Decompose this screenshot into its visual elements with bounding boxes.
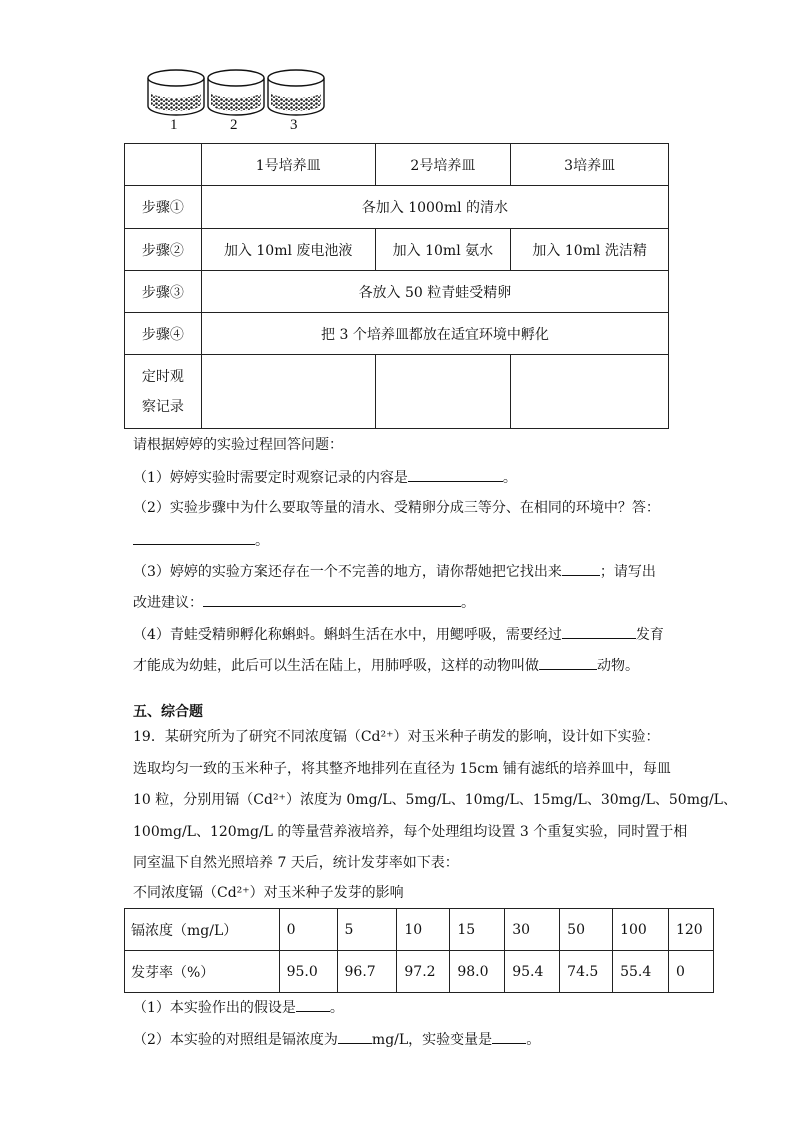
petri-dish-1 xyxy=(148,70,204,115)
table-cell: 把 3 个培养皿都放在适宜环境中孵化 xyxy=(201,313,668,355)
concentration-cell: 100 xyxy=(613,909,669,951)
table-row xyxy=(125,355,669,429)
table-cell: 各放入 50 粒青蛙受精卵 xyxy=(201,271,668,313)
table-header-dish-2: 2号培养皿 xyxy=(375,144,511,186)
rate-cell: 0 xyxy=(668,951,713,993)
record-cell[interactable] xyxy=(511,355,669,429)
row-label: 镉浓度（mg/L） xyxy=(125,909,280,951)
question-text: 。 xyxy=(461,595,475,611)
table-header-dish-3: 3培养皿 xyxy=(511,144,669,186)
concentration-cell: 30 xyxy=(505,909,560,951)
dish-label-1: 1 xyxy=(170,117,178,133)
table-row xyxy=(125,951,714,993)
question-text: mg/L，实验变量是 xyxy=(371,1032,493,1048)
question-19-1 xyxy=(133,997,344,1018)
record-cell[interactable] xyxy=(375,355,511,429)
question-4 xyxy=(133,624,664,645)
answer-blank[interactable] xyxy=(562,561,600,576)
question-19-2 xyxy=(133,1029,540,1050)
paragraph-line: 10 粒，分别用镉（Cd²⁺）浓度为 0mg/L、5mg/L、10mg/L、15mg/L、30mg/L、50mg/L、 xyxy=(133,792,737,808)
table-cell: 加入 10ml 废电池液 xyxy=(201,229,375,271)
question-3 xyxy=(133,561,656,582)
label-line: 定时观 xyxy=(141,368,184,385)
answer-blank[interactable] xyxy=(492,1029,526,1044)
table-row xyxy=(125,229,669,271)
step-label: 步骤② xyxy=(125,229,202,271)
paragraph-line: 选取均匀一致的玉米种子，将其整齐地排列在直径为 15cm 铺有滤纸的培养皿中，每皿 xyxy=(133,761,671,777)
table-cell: 加入 10ml 氨水 xyxy=(375,229,511,271)
dish-label-2: 2 xyxy=(230,117,238,133)
rate-cell: 95.4 xyxy=(505,951,560,993)
paragraph-line: 100mg/L、120mg/L 的等量营养液培养，每个处理组均设置 3 个重复实验，同时置于相 xyxy=(133,824,688,840)
question-3-suggestion xyxy=(133,592,475,613)
question-text: ；请写出 xyxy=(599,564,656,580)
question-4-cont xyxy=(133,655,639,676)
table-row xyxy=(125,271,669,313)
petri-dish-3 xyxy=(268,70,324,115)
section-heading: 五、综合题 xyxy=(133,704,203,720)
answer-blank[interactable] xyxy=(408,467,503,482)
question-text: 才能成为幼蛙，此后可以生活在陆上，用肺呼吸，这样的动物叫做 xyxy=(133,658,539,674)
question-text: （2）本实验的对照组是镉浓度为 xyxy=(133,1032,338,1048)
table-row xyxy=(125,909,714,951)
question-text: （4）青蛙受精卵孵化称蝌蚪。蝌蚪生活在水中，用鳃呼吸，需要经过 xyxy=(133,627,562,643)
concentration-cell: 50 xyxy=(560,909,613,951)
table-header-dish-1: 1号培养皿 xyxy=(201,144,375,186)
concentration-cell: 5 xyxy=(337,909,397,951)
question-text: （1）本实验作出的假设是 xyxy=(133,1000,296,1016)
table-cell: 加入 10ml 洗洁精 xyxy=(511,229,669,271)
question-text: 动物。 xyxy=(597,658,639,674)
question-1 xyxy=(133,467,517,488)
rate-cell: 95.0 xyxy=(279,951,337,993)
question-text: 改进建议： xyxy=(133,595,203,611)
petri-dish-2 xyxy=(208,70,264,115)
question-2 xyxy=(133,498,660,518)
answer-blank[interactable] xyxy=(133,530,255,545)
answer-blank[interactable] xyxy=(338,1029,372,1044)
experiment-table xyxy=(124,143,669,429)
question-text: 。 xyxy=(502,470,517,486)
table-header-row xyxy=(125,144,669,186)
rate-cell: 98.0 xyxy=(450,951,505,993)
step-label: 步骤① xyxy=(125,186,202,229)
paragraph-line: 19．某研究所为了研究不同浓度镉（Cd²⁺）对玉米种子萌发的影响，设计如下实验： xyxy=(133,729,660,745)
step-label: 步骤④ xyxy=(125,313,202,355)
rate-cell: 74.5 xyxy=(560,951,613,993)
table-cell xyxy=(125,144,202,186)
table-row xyxy=(125,186,669,229)
step-label: 步骤③ xyxy=(125,271,202,313)
concentration-cell: 0 xyxy=(279,909,337,951)
question-2-answer xyxy=(133,530,269,551)
answer-blank[interactable] xyxy=(203,592,461,607)
dish-label-3: 3 xyxy=(290,117,298,133)
rate-cell: 55.4 xyxy=(613,951,669,993)
question-text: （1）婷婷实验时需要定时观察记录的内容是 xyxy=(133,470,408,486)
concentration-cell: 10 xyxy=(397,909,450,951)
question-text: 。 xyxy=(329,1000,344,1016)
question-intro: 请根据婷婷的实验过程回答问题： xyxy=(133,437,343,453)
germination-table xyxy=(124,908,714,993)
answer-blank[interactable] xyxy=(296,997,330,1012)
petri-dish-figure xyxy=(140,62,340,138)
record-cell[interactable] xyxy=(201,355,375,429)
concentration-cell: 15 xyxy=(450,909,505,951)
question-text: （2）实验步骤中为什么要取等量的清水、受精卵分成三等分、在相同的环境中？答： xyxy=(133,500,660,516)
paragraph-line: 同室温下自然光照培养 7 天后，统计发芽率如下表： xyxy=(133,855,459,871)
rate-cell: 97.2 xyxy=(397,951,450,993)
label-line: 察记录 xyxy=(141,398,184,415)
step-label xyxy=(125,355,202,429)
petri-dishes-illustration xyxy=(140,62,340,120)
row-label: 发芽率（%） xyxy=(125,951,280,993)
answer-blank[interactable] xyxy=(539,655,597,670)
answer-blank[interactable] xyxy=(562,624,636,639)
table-row xyxy=(125,313,669,355)
question-text: （3）婷婷的实验方案还存在一个不完善的地方，请你帮她把它找出来 xyxy=(133,564,562,580)
table-cell: 各加入 1000ml 的清水 xyxy=(201,186,668,229)
question-text: 。 xyxy=(255,533,269,549)
table-caption: 不同浓度镉（Cd²⁺）对玉米种子发芽的影响 xyxy=(133,885,404,901)
question-text: 。 xyxy=(526,1032,541,1048)
concentration-cell: 120 xyxy=(668,909,713,951)
question-text: 发育 xyxy=(635,627,664,643)
rate-cell: 96.7 xyxy=(337,951,397,993)
